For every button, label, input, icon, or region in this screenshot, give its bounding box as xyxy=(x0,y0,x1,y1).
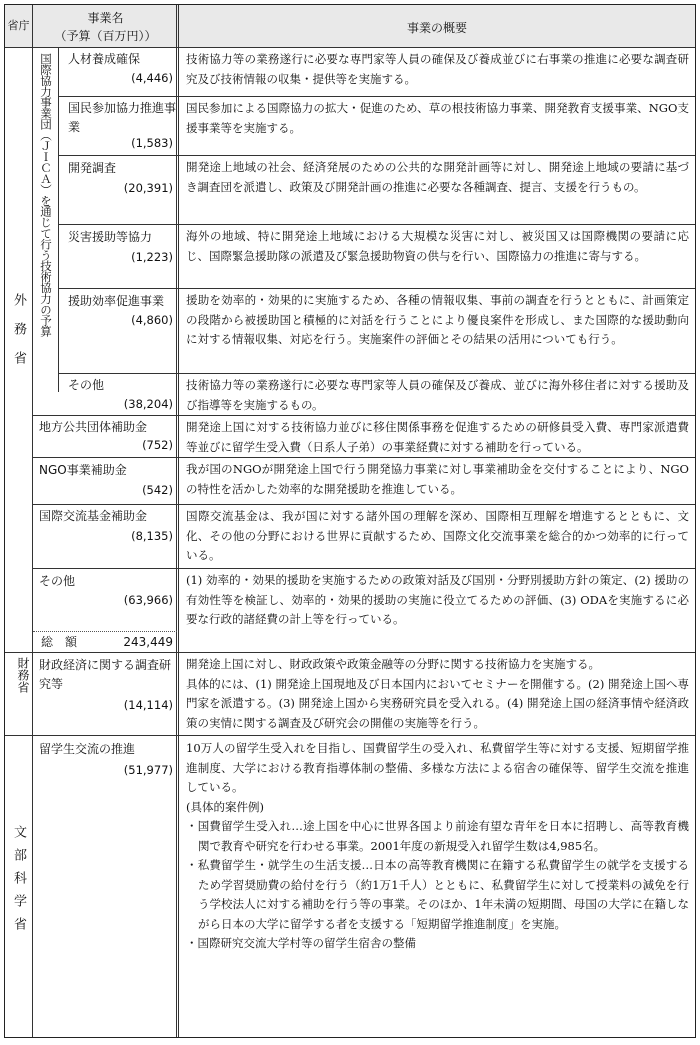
item-budget: (752) xyxy=(142,438,173,452)
item-budget: (20,391) xyxy=(123,181,173,195)
item-name: 地方公共団体補助金 xyxy=(39,420,148,434)
mext-description xyxy=(179,736,695,954)
item-name: その他 xyxy=(39,574,76,588)
item-description: (1) 効率的・効果的援助を実施するための政策対話及び国別・分野別援助方針の策定、(2) 援助の有効性等を検証し、効率的・効果的援助の実施に役立てるための評価、(3) ODAを実施するに必要な行政的諸経費の計上等を行っている。 xyxy=(186,573,689,626)
item-budget: (4,860) xyxy=(131,313,173,327)
divider xyxy=(33,631,177,632)
item-description: 国民参加による国際協力の拡大・促進のため、草の根技術協力事業、開発教育支援事業、NGO支援事業等を実施する。 xyxy=(186,101,689,135)
item-description: 開発途上地域の社会、経済発展のための公共的な開発計画等に対し、開発途上地域の要請に基づき調査団を派遣し、政策及び開発計画の推進に必要な各種調査、提言、支援を行うもの。 xyxy=(186,160,689,194)
mext-examples-heading: (具体的案件例) xyxy=(186,799,264,814)
divider xyxy=(58,47,59,392)
ministry-mof: 財務省 xyxy=(16,657,30,693)
header-name-line1: 事業名 xyxy=(87,11,124,25)
item-description: 我が国のNGOが開発途上国で行う開発協力事業に対し事業補助金を交付することにより、NGOの特性を活かした効率的な開発援助を推進している。 xyxy=(186,462,689,496)
item-name: その他 xyxy=(68,378,105,392)
item-name: NGO事業補助金 xyxy=(39,463,127,477)
list-item: ・国際研究交流大学村等の留学生宿舎の整備 xyxy=(186,936,416,950)
item-budget: (38,204) xyxy=(123,397,173,411)
header-description: 事業の概要 xyxy=(406,21,467,35)
budget-table xyxy=(4,4,696,1038)
item-budget: (1,223) xyxy=(131,250,173,264)
item-budget: (14,114) xyxy=(123,698,173,712)
item-name: 開発調査 xyxy=(68,161,117,175)
item-budget: (4,446) xyxy=(131,71,173,85)
header-ministry: 省庁 xyxy=(7,19,30,32)
mof-description xyxy=(179,652,695,733)
jica-group-label: 国際協力事業団（ＪＩＣＡ）を通じて行う技術協力の予算 xyxy=(39,53,53,337)
mext-examples xyxy=(186,817,689,954)
item-budget: (51,977) xyxy=(123,763,173,777)
list-item: ・国費留学生受入れ…途上国を中心に世界各国より前途有望な青年を日本に招聘し、高等教育機関で教育や研究を行わせる事業。2001年度の新規受入れ留学生数は4,985名。 xyxy=(186,819,689,853)
item-name: 国民参加協力推進事業 xyxy=(68,101,177,134)
list-item: ・私費留学生・就学生の生活支援…日本の高等教育機関に在籍する私費留学生の就学を支援するため学習奨励費の給付を行う（約1万1千人）とともに、私費留学生に対して授業料の減免を行う学校法人に対する補助を行う等の事業。そのほか、1年未満の短期間、母国の大学に在籍しながら日本の大学に留学する者を支援する「短期留学推進制度」を実施。 xyxy=(186,858,689,931)
mext-intro: 10万人の留学生受入れを目指し、国費留学生の受入れ、私費留学生等に対する支援、短期留学推進制度、大学における教育指導体制の整備、多様な方法による宿舎の確保等、留学生交流を推進している。 xyxy=(186,741,689,794)
item-description: 援助を効率的・効果的に実施するため、各種の情報収集、事前の調査を行うとともに、計画策定の段階から被援助国と積極的に対話を行うことにより優良案件を形成し、また国際的な援助動向に対する情報収集、対応を行う。実施案件の評価とその結果の活用についても行う。 xyxy=(186,293,689,346)
item-description: 技術協力等の業務遂行に必要な専門家等人員の確保及び養成、並びに海外移住者に対する援助及び指導等を実施するもの。 xyxy=(186,378,689,412)
item-description: 技術協力等の業務遂行に必要な専門家等人員の確保及び養成並びに右事業の推進に必要な調査研究及び技術情報の収集・提供等を実施する。 xyxy=(186,52,689,86)
mof-desc-line2: 具体的には、(1) 開発途上国現地及び日本国内においてセミナーを開催する。(2) 開発途上国へ専門家を派遣する。(3) 開発途上国から実務研究員を受入れる。(4) 開発途上国の経済事情や経済政策の実情に関する調査及び研究会の開催の実施等を行う。 xyxy=(186,676,689,730)
ministry-mofa: 外務省 xyxy=(11,293,26,380)
item-name: 財政経済に関する調査研究等 xyxy=(39,658,172,691)
total-value: 243,449 xyxy=(123,635,173,649)
total-label: 総 額 xyxy=(41,635,78,649)
item-name: 留学生交流の推進 xyxy=(39,742,136,756)
item-name: 災害援助等協力 xyxy=(68,230,153,244)
mof-desc-line1: 開発途上国に対し、財政政策や政策金融等の分野に関する技術協力を実施する。 xyxy=(186,657,600,671)
header-name-line2: （予算（百万円）） xyxy=(54,29,157,43)
divider xyxy=(32,5,33,1037)
item-description: 開発途上国に対する技術協力並びに移住関係事務を促進するための研修員受入費、専門家派遣費等並びに留学生受入費（日系人子弟）の事業経費に対する補助を行っている。 xyxy=(186,420,689,454)
ministry-mext: 文部科学省 xyxy=(11,825,26,940)
item-budget: (63,966) xyxy=(123,593,173,607)
item-name: 国際交流基金補助金 xyxy=(39,509,148,523)
item-budget: (542) xyxy=(142,483,173,497)
item-budget: (8,135) xyxy=(131,529,173,543)
item-budget: (1,583) xyxy=(131,136,173,150)
item-description: 国際交流基金は、我が国に対する諸外国の理解を深め、国際相互理解を増進するとともに、文化、その他の分野における世界に貢献するため、国際文化交流事業を総合的かつ効率的に行っている。 xyxy=(186,509,689,562)
item-name: 人材養成確保 xyxy=(68,52,141,66)
item-description: 海外の地域、特に開発途上地域における大規模な災害に対し、被災国又は国際機関の要請に応じ、国際緊急援助隊の派遣及び緊急援助物資の供与を行い、国際協力の推進に寄与する。 xyxy=(186,229,689,263)
item-name: 援助効率促進事業 xyxy=(68,294,165,308)
